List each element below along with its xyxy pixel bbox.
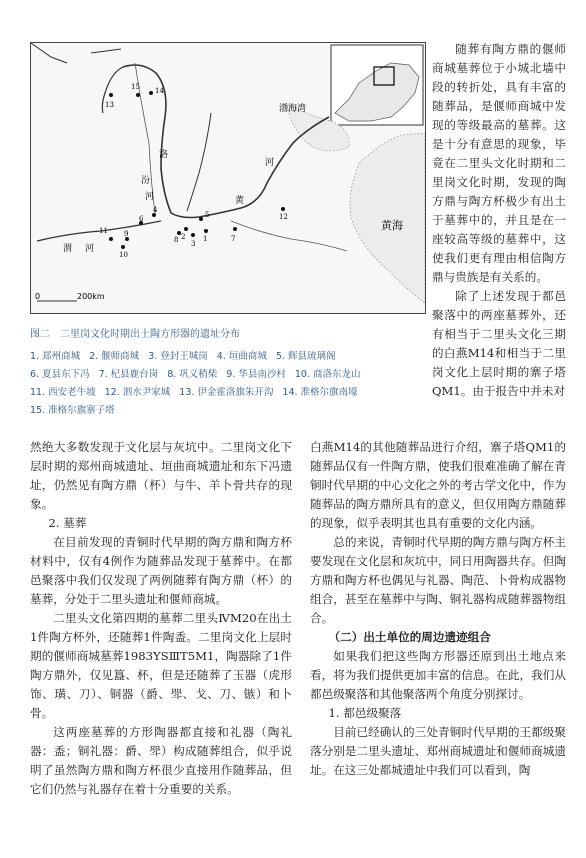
scale-zero: 0	[35, 292, 41, 301]
scale-label: 200km	[77, 292, 105, 301]
site-number-3: 3	[191, 240, 196, 248]
huai-river	[231, 221, 347, 251]
site-legend-item: 9. 华县南沙村	[226, 369, 286, 380]
border-line	[31, 43, 121, 63]
site-number-4: 4	[153, 206, 158, 214]
site-marker-14	[149, 91, 153, 95]
paragraph: 随葬有陶方鼎的偃师商城墓葬位于小城北墙中段的转折处，具有丰富的随葬品，是偃师商城中发现的等级最高的墓葬。这是十分有意思的现象，毕竟在二里头文化时期和二里岗文化时期，发现的陶方鼎与陶方杯极少有出土于墓葬中的，并且是在一座较高等级的墓葬中，这使我们更有理由相信陶方鼎与贵族是有关系的。	[432, 42, 566, 284]
site-legend-item: 6. 夏县东下冯	[30, 369, 90, 380]
map-drawing	[31, 43, 425, 313]
caption-title: 图二 二里岗文化时期出土陶方形器的遗址分布	[30, 329, 240, 340]
site-number-7: 7	[231, 235, 236, 243]
site-marker-10	[121, 245, 125, 249]
site-number-14: 14	[155, 87, 164, 95]
map-label-bohai: 渤海湾	[279, 104, 307, 114]
site-marker-5	[199, 217, 203, 221]
paragraph: 白燕M14的其他随葬品进行介绍，寨子塔QM1的随葬品仅有一件陶方鼎，使我们很难准确了解在青铜时代早期的中心文化之外的考古学文化中，作为随葬品的陶方鼎所具有的意义，但仅用陶方鼎随葬的现象，似乎表明其也具有重要的文化内涵。	[310, 440, 566, 530]
site-number-8: 8	[174, 236, 179, 244]
site-legend-item: 15. 准格尔旗寨子塔	[30, 405, 115, 416]
map-label-huang: 黄	[235, 196, 245, 206]
site-number-15: 15	[131, 83, 140, 91]
map-label-river-3: 河	[85, 244, 95, 254]
top-right-column	[432, 40, 566, 401]
map-label-river-2: 河	[265, 158, 275, 168]
map-label-luo: 洛	[159, 150, 169, 160]
map-label-wei: 渭	[63, 244, 73, 254]
site-legend-item: 13. 伊金霍洛旗朱开沟	[179, 387, 274, 398]
site-number-10: 10	[119, 251, 128, 259]
paragraph: 除了上述发现于都邑聚落中的两座墓葬外，还有相当于二里头文化三期的白燕M14和相当于二里岗文化上层时期的寨子塔QM1。由于报告中并未对	[432, 289, 566, 398]
site-marker-13	[109, 93, 113, 97]
site-legend-item: 1. 郑州商城	[30, 351, 81, 362]
site-legend-item: 7. 杞县鹿台岗	[98, 369, 159, 380]
site-legend-item: 14. 准格尔旗南壕	[282, 387, 358, 398]
section-heading: 1. 都邑级聚落	[328, 706, 402, 720]
site-marker-7	[233, 227, 237, 231]
paragraph: 二里头文化第四期的墓葬二里头ⅣM20在出土1件陶方杯外，还随葬1件陶盉。二里岗文化上层时期的偃师商城墓葬1983YSⅢT5M1，陶器除了1件陶方鼎外，仅见簋、杯，但是还随葬了玉器（虎形饰、璜、刀）、铜器（爵、斝、戈、刀、镞）和卜骨。	[30, 611, 292, 720]
site-number-1: 1	[203, 235, 208, 243]
site-legend-item: 12. 泗水尹家城	[104, 387, 171, 398]
site-legend-item: 10. 商洛东龙山	[294, 369, 361, 380]
section-heading: 2. 墓葬	[48, 516, 87, 530]
paragraph: 这两座墓葬的方形陶器都直接和礼器（陶礼器：盉；铜礼器：爵、斝）构成随葬组合，似乎说明了虽然陶方鼎和陶方杯很少直接用作随葬品，但它们仍然与礼器存在着十分重要的关系。	[30, 725, 292, 796]
site-number-9: 9	[124, 230, 129, 238]
site-marker-12	[281, 207, 285, 211]
site-marker-15	[136, 93, 140, 97]
paragraph: 如果我们把这些陶方形器还原到出土地点来看，将为我们提供更加丰富的信息。在此，我们从都邑级聚落和其他聚落两个角度分别探讨。	[310, 649, 566, 701]
yellow-sea-area	[350, 133, 425, 303]
site-legend-item: 4. 垣曲商城	[216, 351, 267, 362]
paragraph: 目前已经确认的三处青铜时代早期的王都级聚落分别是二里头遗址、郑州商城遗址和偃师商城遗址。在这三处都城遗址中我们可以看到，陶	[310, 725, 566, 777]
site-number-12: 12	[279, 213, 288, 221]
paragraph: 总的来说，青铜时代早期的陶方鼎与陶方杯主要发现在文化层和灰坑中，同日用陶器共存。但陶方鼎和陶方杯也偶见与礼器、陶范、卜骨构成器物组合，甚至在墓葬中与陶、铜礼器构成随葬器物组合。	[310, 535, 566, 625]
left-column	[30, 438, 292, 799]
site-number-5: 5	[205, 211, 210, 219]
paragraph: 然绝大多数发现于文化层与灰坑中。二里岗文化下层时期的郑州商城遗址、垣曲商城遗址和东下冯遗址，仍然见有陶方鼎（杯）与牛、羊卜骨共存的现象。	[30, 440, 292, 511]
site-legend-item: 8. 巩义稍柴	[167, 369, 218, 380]
site-number-11: 11	[99, 227, 108, 235]
site-legend	[30, 348, 430, 420]
site-marker-11	[109, 237, 113, 241]
site-legend-item: 2. 偃师商城	[89, 351, 140, 362]
site-number-2: 2	[181, 233, 186, 241]
site-markers	[99, 83, 288, 259]
section-heading: （二）出土单位的周边遗迹组合	[328, 630, 491, 644]
fen-river	[187, 113, 211, 211]
site-marker-2	[184, 227, 188, 231]
distribution-map	[30, 42, 426, 314]
figure-caption	[30, 327, 430, 420]
site-legend-item: 5. 辉县琉璃阁	[275, 351, 336, 362]
site-number-13: 13	[105, 101, 114, 109]
map-label-yellow-sea: 黄海	[381, 219, 403, 232]
site-number-6: 6	[139, 215, 144, 223]
right-column	[310, 438, 566, 780]
map-label-river-1: 河	[145, 192, 155, 202]
map-label-fen: 汾	[141, 176, 151, 186]
paragraph: 在目前发现的青铜时代早期的陶方鼎和陶方杯材料中，仅有4例作为随葬品发现于墓葬中。在都邑聚落中我们仅发现了两例随葬有陶方鼎（杯）的墓葬，分处于二里头遗址和偃师商城。	[30, 535, 292, 606]
site-marker-1	[204, 229, 208, 233]
site-legend-item: 3. 登封王城岗	[148, 351, 208, 362]
site-marker-3	[191, 233, 195, 237]
site-legend-item: 11. 西安老牛坡	[30, 387, 96, 398]
site-marker-8	[177, 231, 181, 235]
